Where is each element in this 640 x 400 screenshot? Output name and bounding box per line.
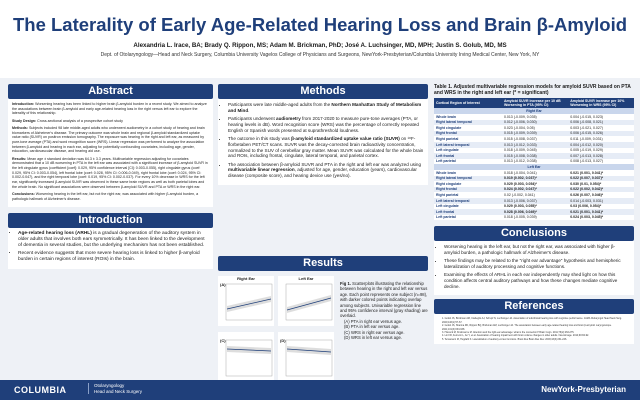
regression-table <box>434 98 634 220</box>
table-header-cell: Cortical Region of Interest <box>434 98 502 108</box>
table-cell: 0.018 (-0.005, 0.039) <box>502 215 568 221</box>
table-cell: 0.012 (-0.006, 0.030) <box>502 120 568 126</box>
column-right <box>434 84 634 344</box>
figure-item: (C) WRS in right ear versus age. <box>344 329 405 335</box>
table-row-region: Left cingulate <box>434 204 502 210</box>
table-cell: 0.007 (-0.013, 0.028) <box>568 153 634 159</box>
table-cell: 0.013 (-0.006, 0.037) <box>502 198 568 204</box>
references-list <box>434 314 634 344</box>
results-heading: Results <box>218 256 428 271</box>
table-cell: 0.02 (-0.002, 0.041) <box>502 192 568 198</box>
plot-a-label: (A) <box>220 282 226 287</box>
table-cell: 0.004 (-0.012, 0.020) <box>568 142 634 148</box>
figure-caption: Fig 1. Scatterplots illustrating the relationship between hearing in the right and left ear versus age. Each point represents one subject (n=98), with darker colored points indicating overlap among subjects. Univariable regression line and 95% confidence interval (gray shading) are overlaid. (A) PTA in right ear versus age. (B) PTA in left ear versus age. (C) WRS in right ear versus age. (D) WRS in left ear versus age. <box>340 281 428 341</box>
reference-item: 4. Lin FR, Ferrucci L, An Y, et al. Association of hearing impairment with brain volume changes in older adults. Neuroimage. 2014;90:84-92. <box>442 334 590 338</box>
table-caption: Table 1. Adjusted multivariable regression models for amyloid SUVR based on PTA and WRS in the right and left ear (* = significant) <box>434 84 631 96</box>
table-cell: 0.030 (0.01, 0.054)* <box>568 181 634 187</box>
poster-body <box>0 78 640 380</box>
affiliation: Dept. of Otolaryngology—Head and Neck Surgery, Columbia University Vagelos College of Physicians and Surgeons, NewYork-Presbyterian/Columbia University Irving Medical Center, New York, NY <box>100 52 540 58</box>
table-cell: 0.013 (-0.012, 0.033) <box>502 142 568 148</box>
table-cell: 0.024 (0.003, 0.045)* <box>568 215 634 221</box>
department-logo: Otolaryngology Head and Neck Surgery <box>88 383 142 394</box>
table-cell: 0.005 (-0.019, 0.029) <box>568 148 634 154</box>
table-cell: 0.03 (0.006, 0.054)* <box>568 204 634 210</box>
conclusions-heading: Conclusions <box>434 226 634 241</box>
table-cell: 0.021 (0.001, 0.041)* <box>568 209 634 215</box>
table-cell: 0.022 (0.002, 0.042)* <box>568 187 634 193</box>
author-list: Alexandria L. Irace, BA; Brady Q. Rippon, MS; Adam M. Brickman, PhD; José A. Luchsinger, MD, MPH; Justin S. Golub, MD, MS <box>133 42 507 49</box>
introduction-heading: Introduction <box>8 213 213 228</box>
table-row-region: Right lateral temporal <box>434 120 502 126</box>
scatterplot-grid <box>218 276 336 386</box>
table-cell: 0.024 (0.002, 0.047)* <box>502 187 568 193</box>
table-cell: 0.029 (0.003, 0.054)* <box>502 181 568 187</box>
plot-a-canvas <box>218 276 274 326</box>
plot-c-label: (C) <box>220 338 226 343</box>
table-row-region: Left frontal <box>434 209 502 215</box>
abstract-results: Results: Mean age ± standard deviation was 64.3 ± 3.3 years. Multivariable regression adjusting for covariates demonstrated that a 10 dB worsening in PTA in the left ear was associated with a significant increase of β-amyloid SUVR in the left cingulate gyrus (coefficient [coef]: 0.029, 95% confidence interval [CI]: 0.003-0.055), right cingulate gyrus (coef: 0.029, 95% CI: 0.003-0.054), left frontal lobe (coef: 0.028, 95% CI: 0.006-0.049), right frontal lobe (coef: 0.024, 95% CI: 0.002-0.047), and the right temporal lobe (coef: 0.019, 95% CI: 0.002-0.037). For every 10% decrease in WRS for the left ear, significantly increased β-amyloid SUVR was observed in these same brain regions as well as both parietal lobes and the whole brain. No significant associations were observed between β-amyloid SUVR and PTA or WRS in the right ear. <box>12 156 208 189</box>
table-row-region: Left lateral temporal <box>434 198 502 204</box>
table-cell: 0.019 (0.002, 0.037)* <box>502 176 568 182</box>
methods-heading: Methods <box>218 84 428 99</box>
columbia-logo: COLUMBIA <box>14 385 67 395</box>
table-cell: 0.013 (-0.012, 0.038) <box>502 159 568 165</box>
table-row-region: Left parietal <box>434 159 502 165</box>
figure-item: (A) PTA in right ear versus age. <box>344 318 403 324</box>
table-cell: 0.018 (-0.004, 0.041) <box>502 170 568 176</box>
nyp-logo: NewYork-Presbyterian <box>541 385 626 394</box>
abstract-body <box>8 99 213 207</box>
abstract-heading: Abstract <box>8 84 213 99</box>
table-row-region: Right frontal <box>434 187 502 193</box>
figure-item: (D) WRS in left ear versus age. <box>344 335 402 341</box>
table-cell: 0.015 (-0.008, 0.037) <box>502 136 568 142</box>
conclusions-list <box>434 241 634 295</box>
table-row-region: Right parietal <box>434 192 502 198</box>
table-body <box>434 108 634 220</box>
scatterplot-d <box>278 332 334 382</box>
table-row <box>434 215 634 221</box>
poster-title: The Laterality of Early Age-Related Hearing Loss and Brain β-Amyloid <box>12 14 628 35</box>
table-row-region: Whole brain <box>434 170 502 176</box>
table-cell: 0.018 (-0.009, 0.045) <box>502 148 568 154</box>
table-header-cell: Amyloid SUVR increase per 10% Worsening in WRS (95% CI) <box>568 98 634 108</box>
table-cell: 0.006 (-0.008, 0.021) <box>568 120 634 126</box>
methods-list <box>218 99 428 185</box>
reference-item: 3. Hiscock M, Kinsbourne M. Attention and the right-ear advantage: what is the connection? Brain Cogn. 2011;76(2):263-275. <box>442 330 575 334</box>
table-header-row <box>434 98 634 108</box>
conclusion-bullet: • These findings may be related to the "right ear advantage" hypothesis and hemispheric lateralization of auditory processing and cognitive functions. <box>444 258 630 270</box>
figure-item: (B) PTA in left ear versus age. <box>344 324 400 330</box>
references-heading: References <box>434 299 634 314</box>
plot-a-title: Right Ear <box>237 276 255 281</box>
table-cell: 0.029 (0.003, 0.055)* <box>502 204 568 210</box>
plot-b-title: Left Ear <box>298 276 314 281</box>
table-cell: 0.006 (-0.015, 0.026) <box>568 131 634 137</box>
table-cell: 0.026 (0.007, 0.046)* <box>568 192 634 198</box>
table-cell: 0.022 (0.007, 0.037)* <box>568 176 634 182</box>
abstract-methods: Methods: Subjects included 98 late middle-aged adults who underwent audiometry in a cohort study of hearing and brain biomarkers of Alzheimer's disease. The primary outcome was whole brain and regional β-amyloid standardized uptake value ratio (SUVR) on positron emission tomography. The exposure was hearing in the right and left ear, as measured by pure-tone average (PTA) and word recognition score (WRS). Linear regression was performed to analyze the association between β-amyloid and hearing in each ear, adjusting for potentially confounding covariates, including age, gender, education, cardiovascular disease, and hearing aid use. <box>12 125 205 154</box>
intro-bullet: • Age-related hearing loss (ARHL) is a gradual degeneration of the auditory system in older adults that involves both ears symmetrically. It has been linked to the development of dementia in several studies, but the underlying mechanism has not been established. <box>18 231 209 249</box>
abstract-intro: Introduction: Worsening hearing has been linked to higher brain β-amyloid burden in a recent study. We aimed to analyze the associations between brain β-amyloid and early age-related hearing loss in the right versus left ear to explore the laterality of this relationship. <box>12 102 207 116</box>
table-row-region: Right frontal <box>434 131 502 137</box>
plot-c-canvas <box>218 332 274 382</box>
table-row-region: Left frontal <box>434 153 502 159</box>
poster-header <box>0 0 640 78</box>
table-row-region: Right cingulate <box>434 125 502 131</box>
table-row-region: Left lateral temporal <box>434 142 502 148</box>
table-row-region: Left parietal <box>434 215 502 221</box>
table-cell: 0.008 (-0.013, 0.027) <box>568 159 634 165</box>
reference-item: 1. Golub JS, Brickman AM, Ciarleglio AJ, Schupf N, Luchsinger JA. Association of subclinical hearing loss with cognitive performance. JAMA Otolaryngol Head Neck Surg. 2020;146(1):57-67. <box>442 317 622 324</box>
table-band-label: Right Ear <box>434 108 634 114</box>
methods-bullet: • The association between β-amyloid SUVR and PTA in the right and left ear was analyzed using multivariable linear regression, adjusted for age, gender, education (years), cardiovascular disease (composite score), and hearing device use (yes/no). <box>228 162 424 179</box>
table-cell: 0.028 (0.006, 0.049)* <box>502 209 568 215</box>
table-row-region: Right parietal <box>434 136 502 142</box>
plot-b-canvas <box>278 276 334 326</box>
introduction-list <box>8 228 213 269</box>
table-row-region: Right cingulate <box>434 181 502 187</box>
scatterplot-b <box>278 276 334 326</box>
table-cell: 0.023 (-0.004, 0.05) <box>502 125 568 131</box>
intro-bullet: • Recent evidence suggests that more severe hearing loss is linked to higher β-amyloid burden in certain regions of interest (ROIs) in the brain. <box>18 251 209 263</box>
table-row-region: Right lateral temporal <box>434 176 502 182</box>
table-row-region: Left cingulate <box>434 148 502 154</box>
column-left <box>8 84 213 269</box>
scatterplot-a <box>218 276 274 326</box>
reference-item: 2. Golub JS, Sharma RK, Rippon BQ, Brickman AM, Luchsinger JA. The association between early age-related hearing loss and brain β-amyloid. Laryngoscope. 2021;131(3):633-638. <box>442 324 612 331</box>
table-cell: 0.021 (0.001, 0.041)* <box>568 170 634 176</box>
conclusion-bullet: • Examining the effects of ARHL in each ear independently may shed light on how this condition affects central auditory pathways and how these changes mediate cognitive decline. <box>444 272 630 289</box>
reference-item: 5. Tervaniemi M, Hugdahl K. Lateralization of auditory-cortex functions. Brain Res Brain Res Rev. 2003;43(3):231-246. <box>442 337 567 341</box>
table-row-region: Whole brain <box>434 114 502 120</box>
abstract-conclusions: Conclusions: Worsening hearing in the left ear, but not the right ear, was associated with higher β-amyloid burden, a pathologic hallmark of Alzheimer's disease. <box>12 191 199 201</box>
plot-d-canvas <box>278 332 334 382</box>
scatterplot-c <box>218 332 274 382</box>
table-cell: 0.003 (-0.021, 0.027) <box>568 125 634 131</box>
table-cell: 0.013 (-0.009, 0.035) <box>502 114 568 120</box>
methods-bullet: • The outcome in this study was β-amyloid standardized uptake value ratio (SUVR) on ¹⁸F-florbetaben PET/CT scans. SUVR was the decay-corrected brain radioactivity concentration, normalized to the SUV of cerebellar gray matter. Mean SUVR was calculated for the whole brain and ROIs, including frontal, cingulate, lateral temporal, and parietal cortex. <box>228 136 424 159</box>
column-middle <box>218 84 428 380</box>
figure-item-list <box>340 319 428 341</box>
table-band-label: Left Ear <box>434 164 634 170</box>
conclusion-bullet: • Worsening hearing in the left ear, but not the right ear, was associated with higher β-amyloid burden, a pathologic hallmark of Alzheimer's disease. <box>444 244 630 256</box>
table-cell: 0.014 (-0.003, 0.031) <box>568 198 634 204</box>
table-cell: 0.015 (-0.009, 0.039) <box>502 131 568 137</box>
table-cell: 0.011 (-0.009, 0.031) <box>568 136 634 142</box>
table-header-cell: Amyloid SUVR increase per 10 dB Worsening in PTA (95% CI) <box>502 98 568 108</box>
table-cell: 0.004 (-0.015, 0.023) <box>568 114 634 120</box>
plot-d-label: (D) <box>280 338 286 343</box>
abstract-design: Study Design: Cross-sectional analysis of a prospective cohort study <box>12 118 123 123</box>
methods-bullet: • Participants underwent audiometry from 2017-2020 to measure pure-tone averages (PTA, or hearing levels in dB). Word recognition score (WRS) was the percentage of correctly repeated English or Spanish words presented at suprathreshold loudness. <box>228 116 424 133</box>
methods-bullet: • Participants were late middle-aged adults from the Northern Manhattan Study of Metabolism and Mind. <box>228 102 424 114</box>
poster-footer <box>0 380 640 400</box>
table-cell: 0.015 (-0.008, 0.038) <box>502 153 568 159</box>
